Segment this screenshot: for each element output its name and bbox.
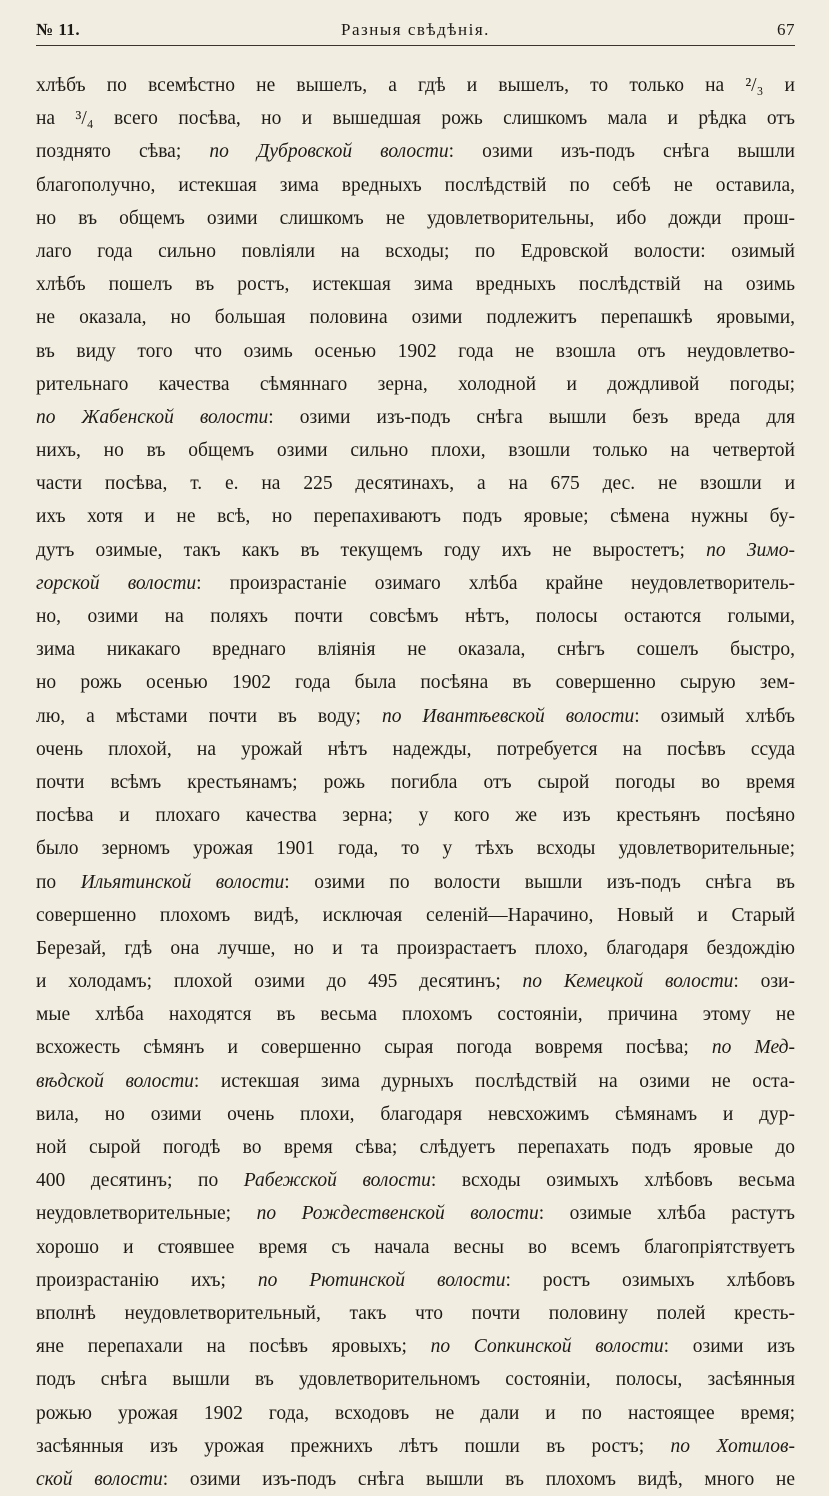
text-line — [36, 633, 795, 666]
line-text-rest: : озими изъ-подъ снѣга вышли въ плохомъ видѣ, много не — [162, 1468, 795, 1490]
text-line — [36, 799, 795, 832]
line-text: хорошо и стоявшее время съ начала весны во всемъ благопріятствуетъ — [36, 1236, 795, 1258]
line-text: но, озими на поляхъ почти совсѣмъ нѣтъ, полосы остаются голыми, — [36, 606, 795, 627]
text-line — [36, 169, 795, 202]
line-text: произрастанію ихъ; — [36, 1269, 258, 1291]
line-text: посѣва и плохаго качества зерна; у кого же изъ крестьянъ посѣяно — [36, 805, 795, 827]
line-text: на ³/₄ всего посѣва, но и вышедшая рожь слишкомъ мала и рѣдка отъ — [36, 108, 795, 130]
line-text: засѣянныя изъ урожая прежнихъ лѣтъ пошли въ ростъ; — [36, 1435, 671, 1457]
line-text-rest: : озими изъ-подъ снѣга вышли безъ вреда для — [268, 406, 795, 428]
volost-name: горской волости — [36, 572, 197, 594]
line-text: было зерномъ урожая 1901 года, то у тѣхъ всходы удовлетворительные; — [36, 838, 795, 860]
line-text-rest: : озими изъ-подъ снѣга вышли — [448, 141, 795, 163]
line-text: ихъ хотя и не всѣ, но перепахиваютъ подъ яровые; сѣмена нужны бу- — [36, 506, 795, 528]
text-line — [36, 1463, 795, 1496]
volost-name: по Дубровской волости — [209, 141, 449, 163]
text-line — [36, 1031, 795, 1064]
line-text: неудовлетворительные; — [36, 1203, 257, 1225]
text-line — [36, 832, 795, 865]
page-number: 67 — [777, 20, 795, 39]
volost-name: по Рождественской волости — [256, 1203, 539, 1225]
line-text-rest: : ростъ озимыхъ хлѣбовъ — [505, 1269, 795, 1291]
text-line — [36, 102, 795, 135]
line-text: лаго года сильно повліяли на всходы; по Едровской волости: озимый — [36, 240, 795, 262]
text-line — [36, 733, 795, 766]
text-line — [36, 1164, 795, 1197]
volost-name: по Мед- — [711, 1037, 795, 1059]
line-text: но въ общемъ озими слишкомъ не удовлетворительны, ибо дожди прош- — [36, 207, 795, 229]
text-line — [36, 766, 795, 799]
text-line — [36, 235, 795, 268]
issue-number: № 11. — [36, 20, 81, 39]
text-line — [36, 500, 795, 533]
volost-name: Рабежской волости — [243, 1170, 431, 1192]
text-line — [36, 932, 795, 965]
text-line — [36, 69, 795, 102]
line-text: не оказала, но большая половина озими подлежитъ перепашкѣ яровыми, — [36, 307, 795, 329]
line-text: части посѣва, т. е. на 225 десятинахъ, а на 675 дес. не взошли и — [36, 473, 795, 495]
line-text-rest: : озимый хлѣбъ — [634, 705, 795, 727]
text-line — [36, 401, 795, 434]
volost-name: по Хотилов- — [670, 1435, 795, 1457]
line-text-rest: : озими изъ — [663, 1336, 795, 1358]
text-line — [36, 467, 795, 500]
line-text: вполнѣ неудовлетворительный, такъ что почти половину полей кресть- — [36, 1302, 795, 1324]
line-text: позднято сѣва; — [36, 141, 210, 163]
line-text-rest: : истекшая зима дурныхъ послѣдствій на озими не оста- — [193, 1070, 795, 1092]
text-line — [36, 1197, 795, 1230]
text-line — [36, 700, 795, 733]
line-text: лю, а мѣстами почти въ воду; — [36, 705, 382, 727]
text-line — [36, 1397, 795, 1430]
text-line — [36, 368, 795, 401]
line-text: мые хлѣба находятся въ весьма плохомъ состояніи, причина этому не — [36, 1004, 795, 1026]
text-line — [36, 567, 795, 600]
volost-name: по Сопкинской волости — [430, 1336, 664, 1358]
text-line — [36, 600, 795, 633]
line-text: и холодамъ; плохой озими до 495 десятинъ; — [36, 971, 523, 993]
line-text: въ виду того что озимь осенью 1902 года не взошла отъ неудовлетво- — [36, 340, 795, 362]
line-text: вила, но озими очень плохи, благодаря невсхожимъ сѣмянамъ и дур- — [36, 1103, 795, 1125]
line-text: рожью урожая 1902 года, всходовъ не дали и по настоящее время; — [36, 1402, 795, 1424]
section-title: Разныя свѣдѣнія. — [341, 20, 490, 39]
text-line — [36, 268, 795, 301]
volost-name: по Кемецкой волости — [522, 971, 734, 993]
text-line — [36, 1363, 795, 1396]
line-text: хлѣбъ по всемѣстно не вышелъ, а гдѣ и вышелъ, то только на ²/₃ и — [36, 75, 795, 96]
text-line — [36, 1430, 795, 1463]
text-line — [36, 866, 795, 899]
line-text-rest: : озими по волости вышли изъ-подъ снѣга въ — [284, 871, 795, 893]
text-line — [36, 335, 795, 368]
line-text: почти всѣмъ крестьянамъ; рожь погибла отъ сырой погоды во время — [36, 771, 795, 793]
line-text: по — [36, 871, 81, 893]
text-line — [36, 434, 795, 467]
line-text: благополучно, истекшая зима вредныхъ послѣдствій по себѣ не оставила, — [36, 174, 795, 196]
header-rule — [36, 45, 795, 46]
line-text: но рожь осенью 1902 года была посѣяна въ совершенно сырую зем- — [36, 672, 795, 694]
line-text: подъ снѣга вышли въ удовлетворительномъ состояніи, полосы, засѣянныя — [36, 1369, 795, 1391]
line-text: яне перепахали на посѣвъ яровыхъ; — [36, 1336, 431, 1358]
volost-name: по Зимо- — [706, 539, 795, 561]
body-text — [36, 69, 795, 1496]
text-line — [36, 1098, 795, 1131]
text-line — [36, 1131, 795, 1164]
volost-name: ской волости — [36, 1468, 163, 1490]
volost-name: по Ивантѣевской волости — [381, 705, 635, 727]
volost-name: вѣдской волости — [36, 1070, 194, 1092]
text-line — [36, 1264, 795, 1297]
line-text: всхожесть сѣмянъ и совершенно сырая погода вовремя посѣва; — [36, 1037, 712, 1059]
volost-name: Ильятинской волости — [80, 871, 285, 893]
volost-name: по Жабенской волости — [36, 406, 269, 428]
line-text: Березай, гдѣ она лучше, но и та произрастаетъ плохо, благодаря бездождію — [36, 937, 795, 959]
text-line — [36, 202, 795, 235]
line-text: нихъ, но въ общемъ озими сильно плохи, взошли только на четвертой — [36, 440, 795, 462]
text-line — [36, 135, 795, 168]
line-text: очень плохой, на урожай нѣтъ надежды, потребуется на посѣвъ ссуда — [36, 738, 795, 760]
line-text: зима никакаго вреднаго вліянія не оказала, снѣгъ сошелъ быстро, — [36, 639, 795, 661]
text-line — [36, 1297, 795, 1330]
text-line — [36, 1330, 795, 1363]
volost-name: по Рютинской волости — [257, 1269, 506, 1291]
line-text-rest: : ози- — [733, 971, 795, 993]
line-text-rest: : произрастаніе озимаго хлѣба крайне неудовлетворитель- — [196, 572, 795, 594]
line-text: ной сырой погодѣ во время сѣва; слѣдуетъ перепахать подъ яровые до — [36, 1137, 795, 1158]
text-line — [36, 534, 795, 567]
line-text-rest: : всходы озимыхъ хлѣбовъ весьма — [430, 1170, 795, 1192]
text-line — [36, 1065, 795, 1098]
line-text-rest: : озимые хлѣба растутъ — [538, 1203, 795, 1225]
line-text: совершенно плохомъ видѣ, исключая селеній—Нарачино, Новый и Старый — [36, 904, 795, 926]
text-line — [36, 1231, 795, 1264]
text-line — [36, 301, 795, 334]
line-text: хлѣбъ пошелъ въ ростъ, истекшая зима вредныхъ послѣдствій на озимь — [36, 274, 795, 296]
text-line — [36, 965, 795, 998]
page-header — [36, 20, 795, 46]
line-text: 400 десятинъ; по — [36, 1170, 244, 1192]
line-text: рительнаго качества сѣмяннаго зерна, холодной и дождливой погоды; — [36, 373, 795, 395]
line-text: дутъ озимые, такъ какъ въ текущемъ году ихъ не выростетъ; — [36, 539, 707, 561]
text-line — [36, 998, 795, 1031]
text-line — [36, 899, 795, 932]
text-line — [36, 666, 795, 699]
